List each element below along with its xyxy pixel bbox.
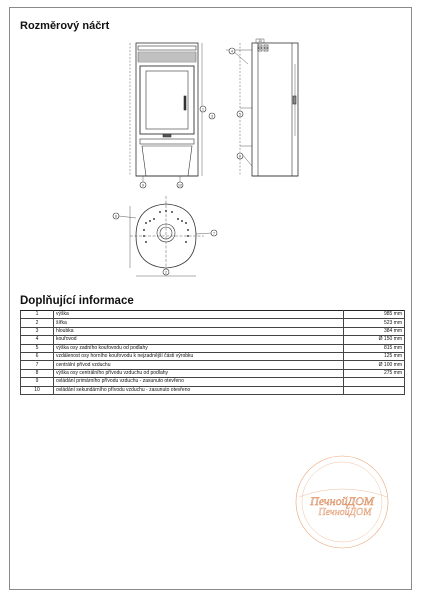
svg-text:6: 6 — [115, 214, 117, 219]
row-description: vzdálenost osy horního kouřovodu k nejzadnější části výrobku — [54, 352, 344, 360]
svg-text:10: 10 — [178, 183, 182, 188]
row-number: 3 — [21, 327, 54, 335]
row-number: 6 — [21, 352, 54, 360]
table-row — [21, 344, 405, 352]
row-description: výška osy zadního kouřovodu od podlahy — [54, 344, 344, 352]
row-number: 1 — [21, 311, 54, 319]
table-row — [21, 327, 405, 335]
row-value — [344, 386, 405, 394]
table-row — [21, 352, 405, 360]
dimension-drawing — [100, 36, 340, 280]
row-number: 4 — [21, 336, 54, 344]
row-value: 125 mm — [344, 352, 405, 360]
info-title: Doplňující informace — [20, 295, 134, 307]
row-description: centrální přívod vzduchu — [54, 361, 344, 369]
row-value: 384 mm — [344, 327, 405, 335]
svg-text:4: 4 — [231, 49, 233, 54]
svg-text:3: 3 — [211, 114, 213, 119]
table-row — [21, 386, 405, 394]
row-description: výška — [54, 311, 344, 319]
table-row — [21, 311, 405, 319]
watermark-stamp — [291, 453, 393, 551]
table-row — [21, 336, 405, 344]
row-number: 2 — [21, 319, 54, 327]
row-value: 815 mm — [344, 344, 405, 352]
svg-text:7: 7 — [213, 231, 215, 236]
table-row — [21, 369, 405, 377]
row-description: kouřovod — [54, 336, 344, 344]
spec-table — [20, 310, 405, 395]
row-value: 523 mm — [344, 319, 405, 327]
table-row — [21, 361, 405, 369]
watermark-line2: ПечнойДОМ — [318, 507, 372, 518]
row-value: 985 mm — [344, 311, 405, 319]
svg-text:9: 9 — [142, 183, 144, 188]
svg-text:1: 1 — [202, 107, 204, 112]
row-description: ovládání primárního přívodu vzduchu - zasunuto otevřeno — [54, 378, 344, 386]
watermark-line1: ПечнойДОМ — [310, 494, 374, 508]
row-value: 275 mm — [344, 369, 405, 377]
row-number: 10 — [21, 386, 54, 394]
svg-text:2: 2 — [165, 270, 167, 275]
svg-text:5: 5 — [239, 112, 241, 117]
row-value — [344, 378, 405, 386]
section-title: Rozměrový náčrt — [20, 20, 110, 32]
row-description: výška osy centrálního přívodu vzduchu od podlahy — [54, 369, 344, 377]
row-value: Ø 150 mm — [344, 336, 405, 344]
row-value: Ø 100 mm — [344, 361, 405, 369]
row-number: 5 — [21, 344, 54, 352]
table-row — [21, 378, 405, 386]
row-number: 8 — [21, 369, 54, 377]
row-description: ovládání sekundárního přívodu vzduchu - zasunuto otevřeno — [54, 386, 344, 394]
svg-text:10: 10 — [258, 39, 262, 43]
row-number: 9 — [21, 378, 54, 386]
svg-text:8: 8 — [239, 154, 241, 159]
row-description: šířka — [54, 319, 344, 327]
row-description: hloubka — [54, 327, 344, 335]
row-number: 7 — [21, 361, 54, 369]
front-view — [130, 43, 198, 184]
top-view — [130, 196, 204, 276]
table-row — [21, 319, 405, 327]
